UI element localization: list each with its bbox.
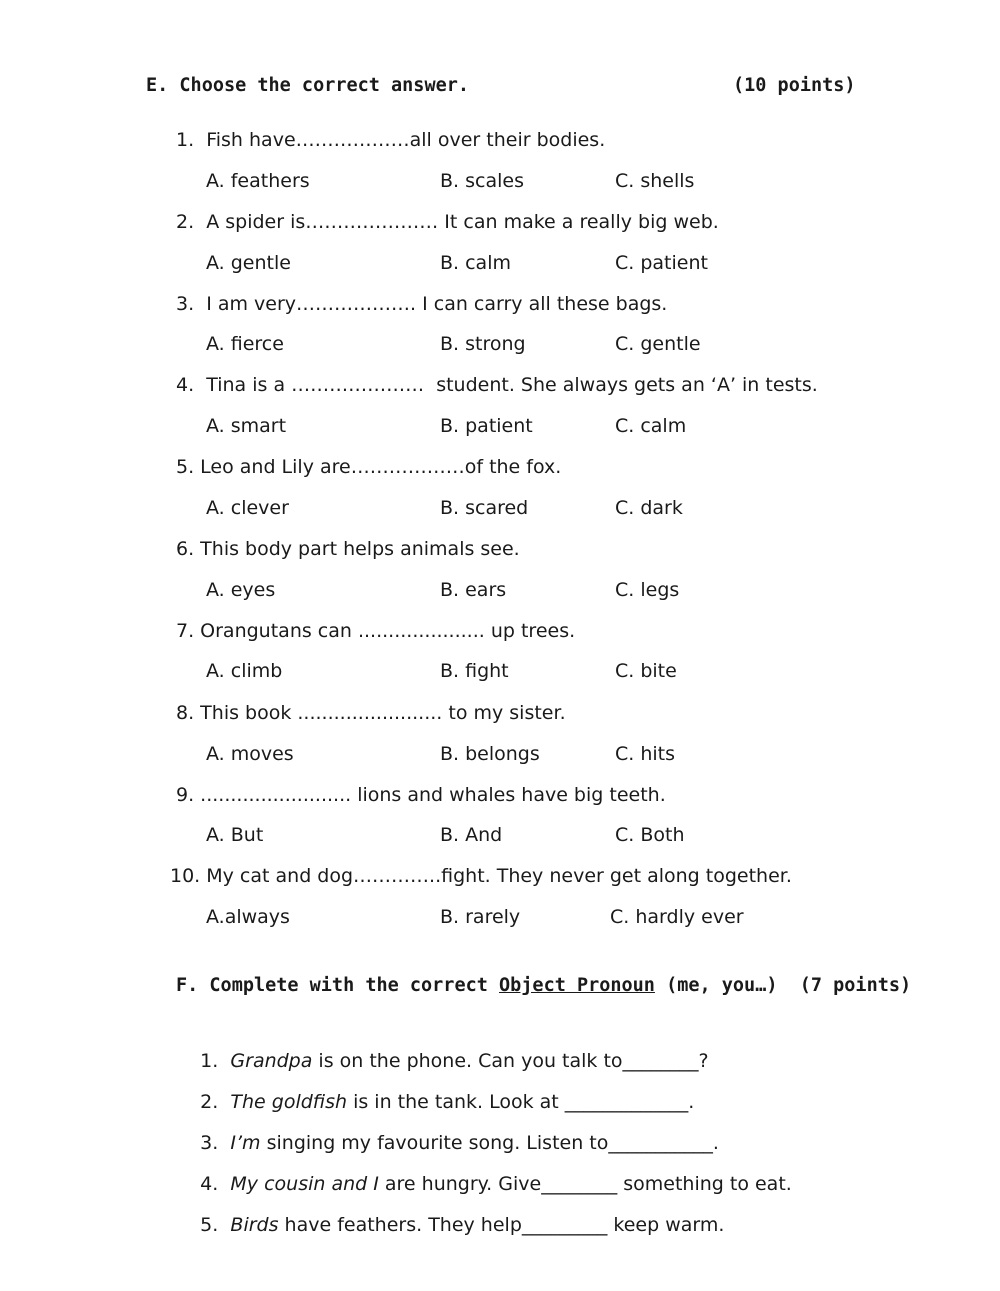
option-a[interactable]: A.always (206, 906, 290, 928)
question-stem: 6. This body part helps animals see. (176, 538, 520, 560)
item-text: singing my favourite song. Listen to___________. (260, 1132, 719, 1154)
option-b[interactable]: B. rarely (440, 906, 521, 928)
option-c[interactable]: C. Both (615, 824, 685, 846)
option-b[interactable]: B. scared (440, 497, 529, 519)
section-e-points: (10 points) (733, 75, 856, 96)
item-subject: My cousin and I (230, 1173, 379, 1195)
question-stem: 7. Orangutans can ..................... up trees. (176, 620, 576, 642)
option-c[interactable]: C. shells (615, 170, 695, 192)
option-b[interactable]: B. And (440, 824, 503, 846)
question-stem: 5. Leo and Lily are………………of the fox. (176, 456, 562, 478)
section-f-heading-post: (me, you…) (7 points) (654, 975, 912, 996)
question-stem: 1. Fish have………………all over their bodies. (176, 129, 606, 151)
option-c[interactable]: C. hits (615, 743, 676, 765)
section-f-heading (176, 975, 911, 996)
option-a[interactable]: A. But (206, 824, 264, 846)
option-b[interactable]: B. belongs (440, 743, 540, 765)
item-text: have feathers. They help_________ keep warm. (278, 1214, 725, 1236)
option-c[interactable]: C. dark (615, 497, 683, 519)
list-item (176, 1192, 724, 1258)
option-a[interactable]: A. feathers (206, 170, 310, 192)
item-number: 2. (200, 1091, 219, 1113)
item-text: is in the tank. Look at _____________. (347, 1091, 695, 1113)
option-b[interactable]: B. scales (440, 170, 524, 192)
option-a[interactable]: A. smart (206, 415, 287, 437)
option-a[interactable]: A. fierce (206, 333, 284, 355)
question-stem: 3. I am very………………. I can carry all these bags. (176, 293, 668, 315)
option-c[interactable]: C. legs (615, 579, 680, 601)
option-a[interactable]: A. climb (206, 660, 283, 682)
question-stem: 9. ......................... lions and whales have big teeth. (176, 784, 666, 806)
item-number: 4. (200, 1173, 219, 1195)
section-f-heading-underlined: Object Pronoun (499, 975, 655, 996)
option-a[interactable]: A. gentle (206, 252, 291, 274)
item-text: is on the phone. Can you talk to________? (312, 1050, 709, 1072)
question-stem: 2. A spider is………………… It can make a really big web. (176, 211, 719, 233)
section-f-heading-pre: F. Complete with the correct (176, 975, 500, 996)
question-stem: 4. Tina is a ………………… student. She always gets an ‘A’ in tests. (176, 374, 818, 396)
item-number: 5. (200, 1214, 219, 1236)
option-a[interactable]: A. moves (206, 743, 294, 765)
option-c[interactable]: C. hardly ever (610, 906, 744, 928)
option-b[interactable]: B. calm (440, 252, 511, 274)
item-number: 1. (200, 1050, 219, 1072)
question-stem: 8. This book ........................ to my sister. (176, 702, 566, 724)
option-c[interactable]: C. patient (615, 252, 708, 274)
item-text: are hungry. Give________ something to eat. (378, 1173, 792, 1195)
option-c[interactable]: C. gentle (615, 333, 701, 355)
option-b[interactable]: B. patient (440, 415, 533, 437)
option-b[interactable]: B. ears (440, 579, 507, 601)
option-b[interactable]: B. fight (440, 660, 509, 682)
option-a[interactable]: A. clever (206, 497, 289, 519)
section-e-heading: E. Choose the correct answer. (146, 75, 470, 96)
item-subject: Grandpa (230, 1050, 313, 1072)
option-c[interactable]: C. bite (615, 660, 677, 682)
item-subject: I’m (230, 1132, 261, 1154)
item-number: 3. (200, 1132, 219, 1154)
option-b[interactable]: B. strong (440, 333, 526, 355)
option-a[interactable]: A. eyes (206, 579, 276, 601)
item-subject: Birds (230, 1214, 279, 1236)
question-stem: 10. My cat and dog…………..fight. They never get along together. (170, 865, 792, 887)
item-subject: The goldfish (230, 1091, 348, 1113)
option-c[interactable]: C. calm (615, 415, 687, 437)
